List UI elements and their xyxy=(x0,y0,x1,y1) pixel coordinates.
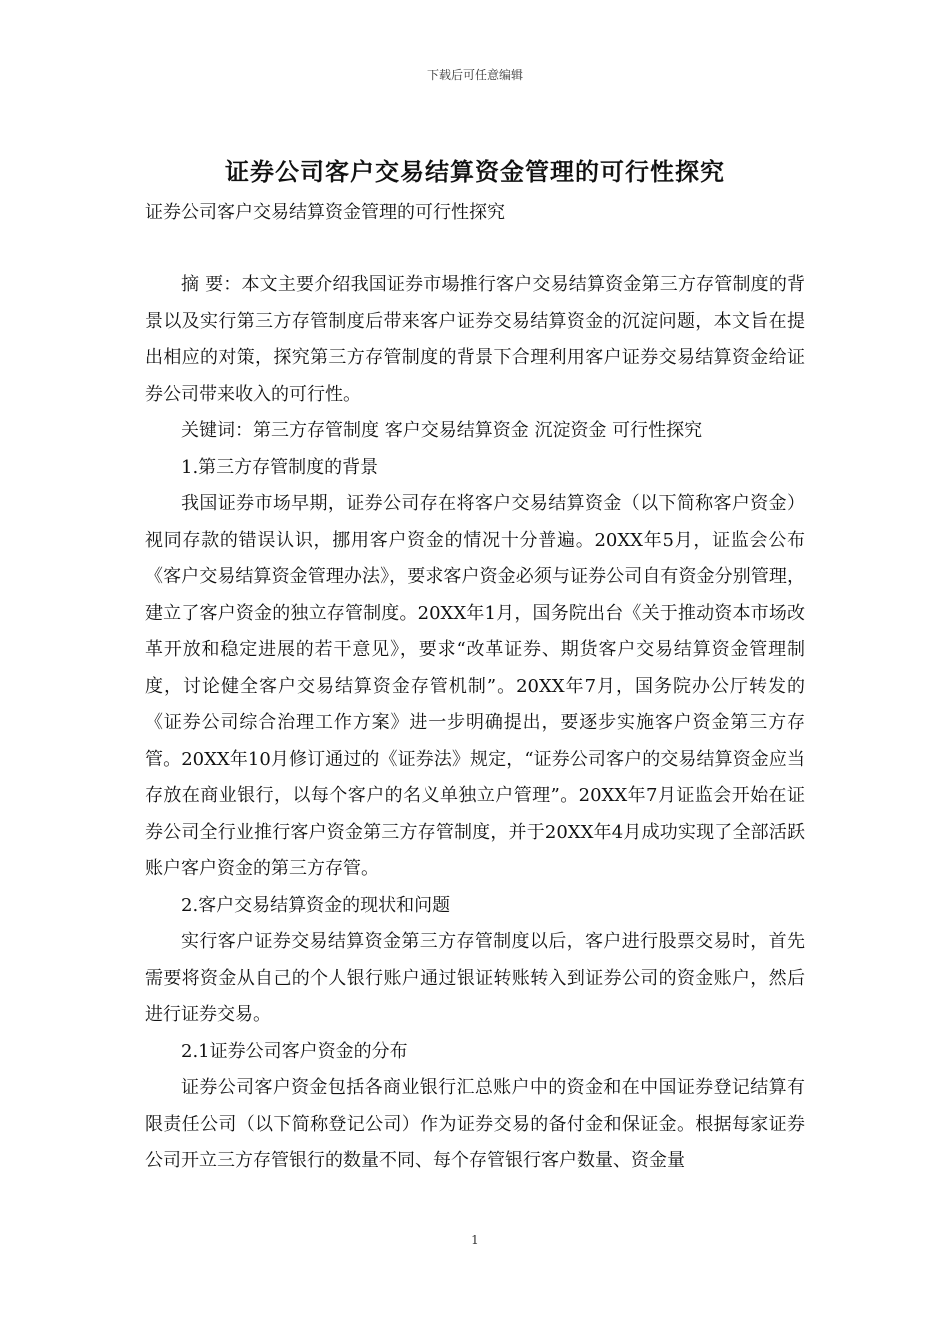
section-1-paragraph: 我国证券市场早期，证券公司存在将客户交易结算资金（以下简称客户资金）视同存款的错误认识，挪用客户资金的情况十分普遍。20XX年5月，证监会公布《客户交易结算资金管理办法》，要求客户资金必须与证券公司自有资金分别管理，建立了客户资金的独立存管制度。20XX年1月，国务院出台《关于推动资本市场改革开放和稳定进展的若干意见》，要求“改革证券、期货客户交易结算资金管理制度，讨论健全客户交易结算资金存管机制”。20XX年7月，国务院办公厅转发的《证券公司综合治理工作方案》进一步明确提出，要逐步实施客户资金第三方存管。20XX年10月修订通过的《证券法》规定，“证券公司客户的交易结算资金应当存放在商业银行，以每个客户的名义单独立户管理”。20XX年7月证监会开始在证券公司全行业推行客户资金第三方存管制度，并于20XX年4月成功实现了全部活跃账户客户资金的第三方存管。 xyxy=(145,493,805,879)
section-1-heading: 1.第三方存管制度的背景 xyxy=(181,456,379,478)
document-body xyxy=(145,200,805,1180)
keywords-line: 关键词：第三方存管制度 客户交易结算资金 沉淀资金 可行性探究 xyxy=(181,420,703,441)
page-header-note: 下载后可任意编辑 xyxy=(426,68,523,82)
page-number: 1 xyxy=(471,1233,479,1247)
document-title: 证券公司客户交易结算资金管理的可行性探究 xyxy=(225,157,725,186)
abstract-paragraph: 摘 要：本文主要介绍我国证券市場推行客户交易结算资金第三方存管制度的背景以及实行第三方存管制度后带来客户证券交易结算资金的沉淀问题，本文旨在提出相应的对策，探究第三方存管制度的背景下合理利用客户证券交易结算资金给证券公司带来收入的可行性。 xyxy=(145,274,805,405)
section-2-1-paragraph: 证券公司客户资金包括各商业银行汇总账户中的资金和在中国证券登记结算有限责任公司（以下简称登记公司）作为证券交易的备付金和保证金。根据每家证券公司开立三方存管银行的数量不同、每个存管银行客户数量、资金量 xyxy=(145,1077,805,1171)
section-2-1-heading: 2.1证券公司客户资金的分布 xyxy=(181,1040,408,1062)
section-2-paragraph: 实行客户证券交易结算资金第三方存管制度以后，客户进行股票交易时，首先需要将资金从自己的个人银行账户通过银证转账转入到证券公司的资金账户，然后进行证券交易。 xyxy=(145,931,805,1025)
document-subtitle: 证券公司客户交易结算资金管理的可行性探究 xyxy=(145,202,505,223)
section-2-heading: 2.客户交易结算资金的现状和问题 xyxy=(181,894,451,916)
